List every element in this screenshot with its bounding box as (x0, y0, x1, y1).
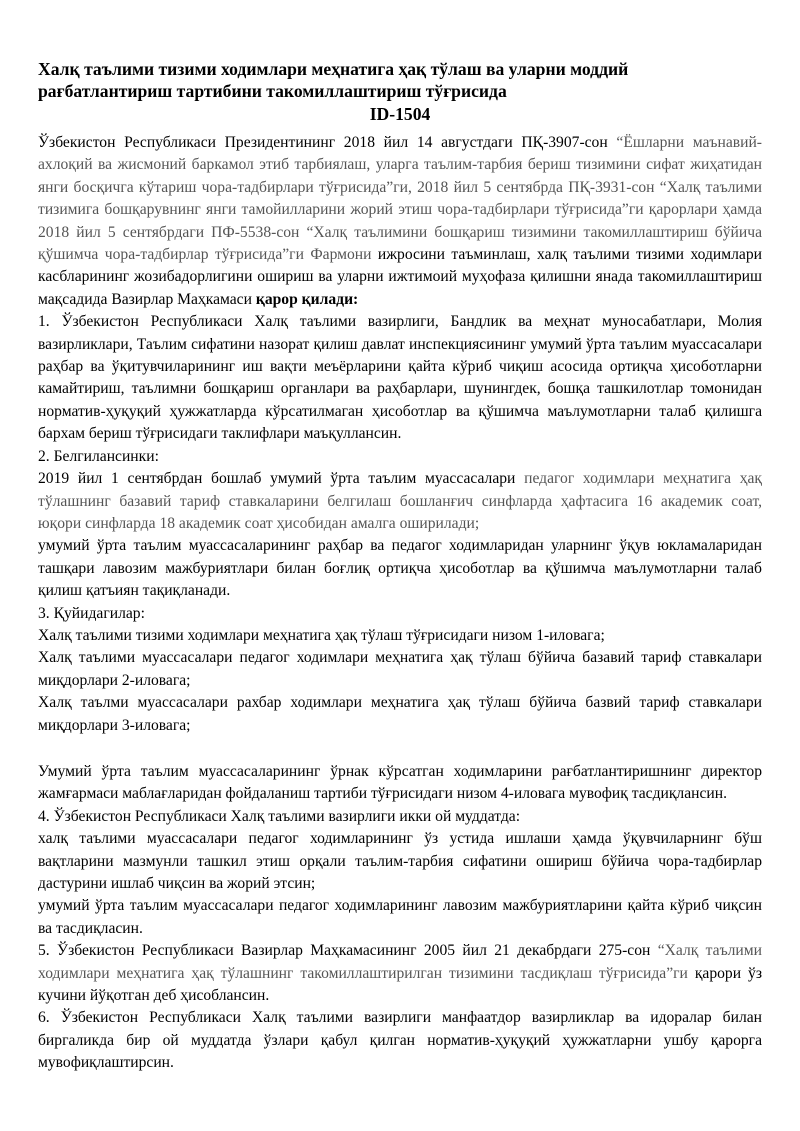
paragraph-3b: Халқ таълими муассасалари педагог ходимлари меҳнатига ҳақ тўлаш бўйича базавий тариф ставкалари миқдорлари 2-иловага; (38, 649, 762, 689)
blank-gap (38, 737, 762, 761)
paragraph-2a-text: 2019 йил 1 сентябрдан бошлаб умумий ўрта таълим муассасалари (38, 470, 525, 488)
paragraph-2b: умумий ўрта таълим муассасаларининг раҳбар ва педагог ходимларидан уларнинг ўқув юкламаларидан ташқари лавозим мажбуриятлари билан боғлиқ ортиқча ҳисоботлар ва қўшимча маълумотларни талаб қилиш қатъиян тақиқланади. (38, 537, 762, 600)
preamble-text-1: Ўзбекистон Республикаси Президентининг 2018 йил 14 августдаги ПҚ-3907-сон (38, 134, 617, 151)
paragraph-1: 1. Ўзбекистон Республикаси Халқ таълими вазирлиги, Бандлик ва меҳнат муносабатлари, Молия вазирликлари, Таълим сифатини назорат қилиш давлат инспекциясининг умумий ўрта таълим муассасалари раҳбар ва ўқитувчиларининг иш вақти меъёрларини қайта кўриб чиқиш асосида ортиқча ҳисоботларни камайтириш, таълимни бошқариш органлари ва раҳбарлари, шунингдек, бошқа ташкилотлар томонидан норматив-ҳуқуқий ҳужжатларда кўрсатилмаган ҳисоботлар ва қўшимча маълумотларни талаб қилишга бархам бериш тўғрисидаги таклифлари маъқуллансин. (38, 313, 762, 443)
paragraph-2a (38, 468, 762, 535)
paragraph-5 (38, 940, 762, 1007)
document-id: ID-1504 (369, 104, 431, 124)
paragraph-3d: Умумий ўрта таълим муассасаларининг ўрнак кўрсатган ходимларини рағбатлантиришнинг директор жамғармаси маблағларидан фойдаланиш тартиби тўғрисидаги низом 4-иловага мувофиқ тасдиқлансин. (38, 762, 762, 803)
preamble-text-2: ижросини таъминлаш, халқ таълими тизими ходимлари касбларининг жозибадорлигини ошириш ва уларни ижтимоий муҳофаза қилишни янада такомиллаштириш мақсадида Вазирлар Маҳкамаси (38, 246, 762, 308)
preamble-decision: қарор қилади: (255, 290, 359, 308)
paragraph-4b: умумий ўрта таълим муассасалари педагог ходимларининг лавозим мажбуриятларини қайта кўриб чиқсин ва тасдиқласин. (38, 897, 762, 937)
preamble-paragraph (38, 132, 762, 311)
document-title (38, 58, 762, 102)
paragraph-2: 2. Белгилансинки: (38, 447, 159, 465)
paragraph-5-text-1: 5. Ўзбекистон Республикаси Вазирлар Маҳкамасининг 2005 йил 21 декабрдаги 275-сон (38, 942, 658, 960)
paragraph-6: 6. Ўзбекистон Республикаси Халқ таълими вазирлиги манфаатдор вазирликлар ва идоралар билан биргаликда бир ой муддатда ўзлари қабул қилган норматив-ҳуқуқий ҳужжатларни ушбу қарорга мувофиқлаштирсин. (38, 1009, 762, 1072)
title-line-1: Халқ таълими тизими ходимлари меҳнатига ҳақ тўлаш ва уларни моддий (38, 59, 629, 79)
paragraph-5-text-2: қарори ўз кучини йўқотган деб ҳисоблансин. (38, 964, 762, 1005)
paragraph-4: 4. Ўзбекистон Республикаси Халқ таълими вазирлиги икки ой муддатда: (38, 807, 521, 825)
paragraph-3: 3. Қуйидагилар: (38, 604, 145, 622)
paragraph-3c: Халқ таълми муассасалари рахбар ходимлари меҳнатига ҳақ тўлаш бўйича базвий тариф ставкалари миқдорлари 3-иловага; (38, 694, 762, 734)
preamble-reference: “Ёшларни маънавий-ахлоқий ва жисмоний баркамол этиб тарбиялаш, уларга таълим-тарбия бериш тизимини сифат жиҳатидан янги босқичга кўтариш чора-тадбирлари тўғрисида”ги, 2018 йил 5 сентябрда ПҚ-3931-сон “Халқ таълими тизимига бошқарувнинг янги тамойилларини жорий этиш чора-тадбирлари тўғрисида”ги қарорлари ҳамда 2018 йил 5 сентябрдаги ПФ-5538-сон “Халқ таълимини бошқариш тизимини такомиллаштириш бўйича қўшимча чора-тадбирлар тўғрисида”ги Фармони (38, 134, 762, 264)
paragraph-4a: халқ таълими муассасалари педагог ходимларининг ўз устида ишлаши ҳамда ўқувчиларнинг бўш вақтларини мазмунли ташкил этиш орқали таълим-тарбия сифатини ошириш бўйича чора-тадбирлар дастурини ишлаб чиқсин ва жорий этсин; (38, 830, 762, 892)
paragraph-5-reference: “Халқ таълими ходимлари меҳнатига ҳақ тўлашнинг такомиллаштирилган тизимини тасдиқлаш тўғрисида”ги (38, 942, 762, 982)
title-line-2: рағбатлантириш тартибини такомиллаштириш тўғрисида (38, 81, 507, 101)
paragraph-2a-reference: педагог ходимлари меҳнатига ҳақ тўлашнинг базавий тариф ставкаларини белгилаш бошланғич синфларда ҳафтасига 16 академик соат, юқори синфларда 18 академик соат ҳисобидан амалга оширилади; (38, 470, 763, 532)
paragraph-3a: Халқ таълими тизими ходимлари меҳнатига ҳақ тўлаш тўғрисидаги низом 1-иловага; (38, 626, 605, 644)
